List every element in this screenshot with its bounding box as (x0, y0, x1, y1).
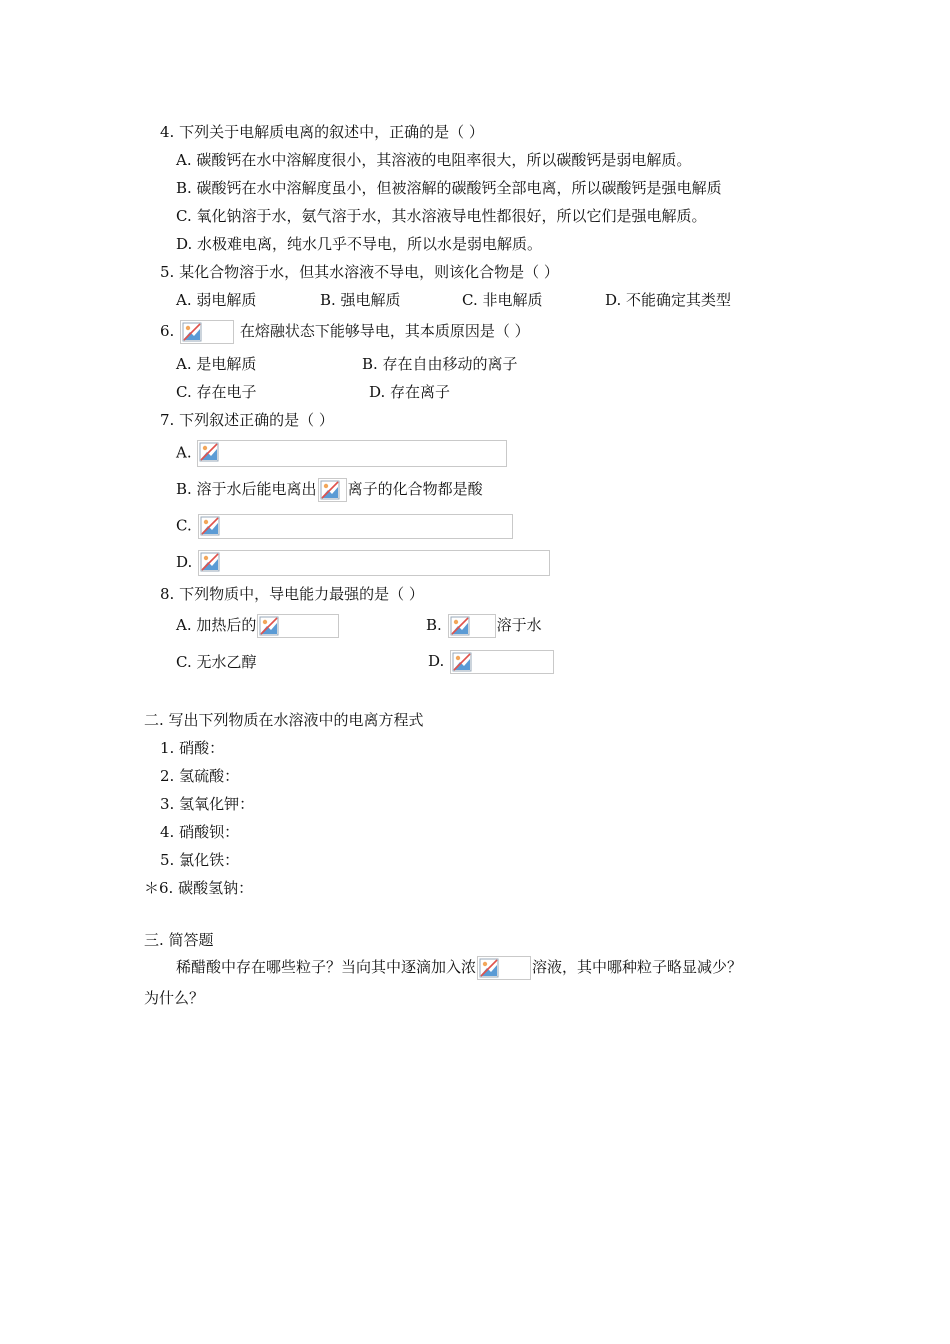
q6-stem (160, 320, 530, 344)
section3-question-line2: 为什么？ (144, 989, 205, 1007)
section2-item: 4. 硝酸钡： (160, 823, 240, 841)
q7-option-d-label: D. (176, 553, 193, 571)
q6-option-a: A. 是电解质 (176, 355, 257, 373)
section3-question-line1 (176, 956, 742, 980)
q8-option-d (428, 650, 555, 674)
section3-title: 三. 简答题 (144, 931, 214, 949)
broken-image-icon (198, 550, 550, 576)
q8-option-b-post: 溶于水 (496, 616, 542, 634)
q7-option-c (176, 514, 514, 539)
broken-image-icon (318, 478, 347, 502)
q8-option-b-label: B. (426, 616, 442, 634)
section2-item: 1. 硝酸： (160, 739, 225, 757)
section2-item: 5. 氯化铁： (160, 851, 240, 869)
q7-option-b-post: 离子的化合物都是酸 (347, 480, 483, 498)
q5-option-b: B. 强电解质 (320, 291, 401, 309)
q6-option-d: D. 存在离子 (369, 383, 451, 401)
q7-stem: 7. 下列叙述正确的是（ ） (160, 411, 334, 429)
q4-option-b: B. 碳酸钙在水中溶解度虽小，但被溶解的碳酸钙全部电离，所以碳酸钙是强电解质 (176, 179, 722, 197)
q7-option-b (176, 478, 483, 502)
q7-option-a (176, 440, 508, 467)
q6-option-b: B. 存在自由移动的离子 (362, 355, 518, 373)
q5-option-d: D. 不能确定其类型 (605, 291, 732, 309)
q6-text: 在熔融状态下能够导电，其本质原因是（ ） (239, 322, 530, 340)
broken-image-icon (180, 320, 234, 344)
q4-stem: 4. 下列关于电解质电离的叙述中，正确的是（ ） (160, 123, 484, 141)
section2-item: 3. 氢氧化钾： (160, 795, 255, 813)
q7-option-b-pre: B. 溶于水后能电离出 (176, 480, 317, 498)
broken-image-icon (448, 614, 496, 638)
q5-option-a: A. 弱电解质 (176, 291, 257, 309)
q4-option-c: C. 氧化钠溶于水，氨气溶于水，其水溶液导电性都很好，所以它们是强电解质。 (176, 207, 707, 225)
q6-number: 6. (160, 322, 175, 340)
q7-option-d (176, 550, 551, 576)
section2-item: 2. 氢硫酸： (160, 767, 240, 785)
q6-option-c: C. 存在电子 (176, 383, 257, 401)
section2-title: 二. 写出下列物质在水溶液中的电离方程式 (144, 711, 424, 729)
broken-image-icon (477, 956, 531, 980)
q8-option-d-label: D. (428, 652, 445, 670)
q8-option-b (426, 614, 542, 638)
q8-option-c: C. 无水乙醇 (176, 653, 257, 671)
broken-image-icon (197, 440, 507, 467)
broken-image-icon (450, 650, 554, 674)
section3-line1-pre: 稀醋酸中存在哪些粒子？当向其中逐滴加入浓 (176, 958, 477, 976)
section2-item: ＊6. 碳酸氢钠： (144, 879, 254, 897)
q5-option-c: C. 非电解质 (462, 291, 543, 309)
broken-image-icon (198, 514, 513, 539)
q8-stem: 8. 下列物质中，导电能力最强的是（ ） (160, 585, 424, 603)
section3-line1-post: 溶液，其中哪种粒子略显减少？ (532, 958, 743, 976)
q7-option-a-label: A. (176, 443, 192, 462)
q4-option-a: A. 碳酸钙在水中溶解度很小，其溶液的电阻率很大，所以碳酸钙是弱电解质。 (176, 151, 692, 169)
q7-option-c-label: C. (176, 516, 192, 535)
q4-option-d: D. 水极难电离，纯水几乎不导电，所以水是弱电解质。 (176, 235, 543, 253)
q8-option-a-label: A. 加热后的 (176, 616, 257, 634)
q5-stem: 5. 某化合物溶于水，但其水溶液不导电，则该化合物是（ ） (160, 263, 559, 281)
q8-option-a (176, 614, 340, 638)
broken-image-icon (257, 614, 339, 638)
